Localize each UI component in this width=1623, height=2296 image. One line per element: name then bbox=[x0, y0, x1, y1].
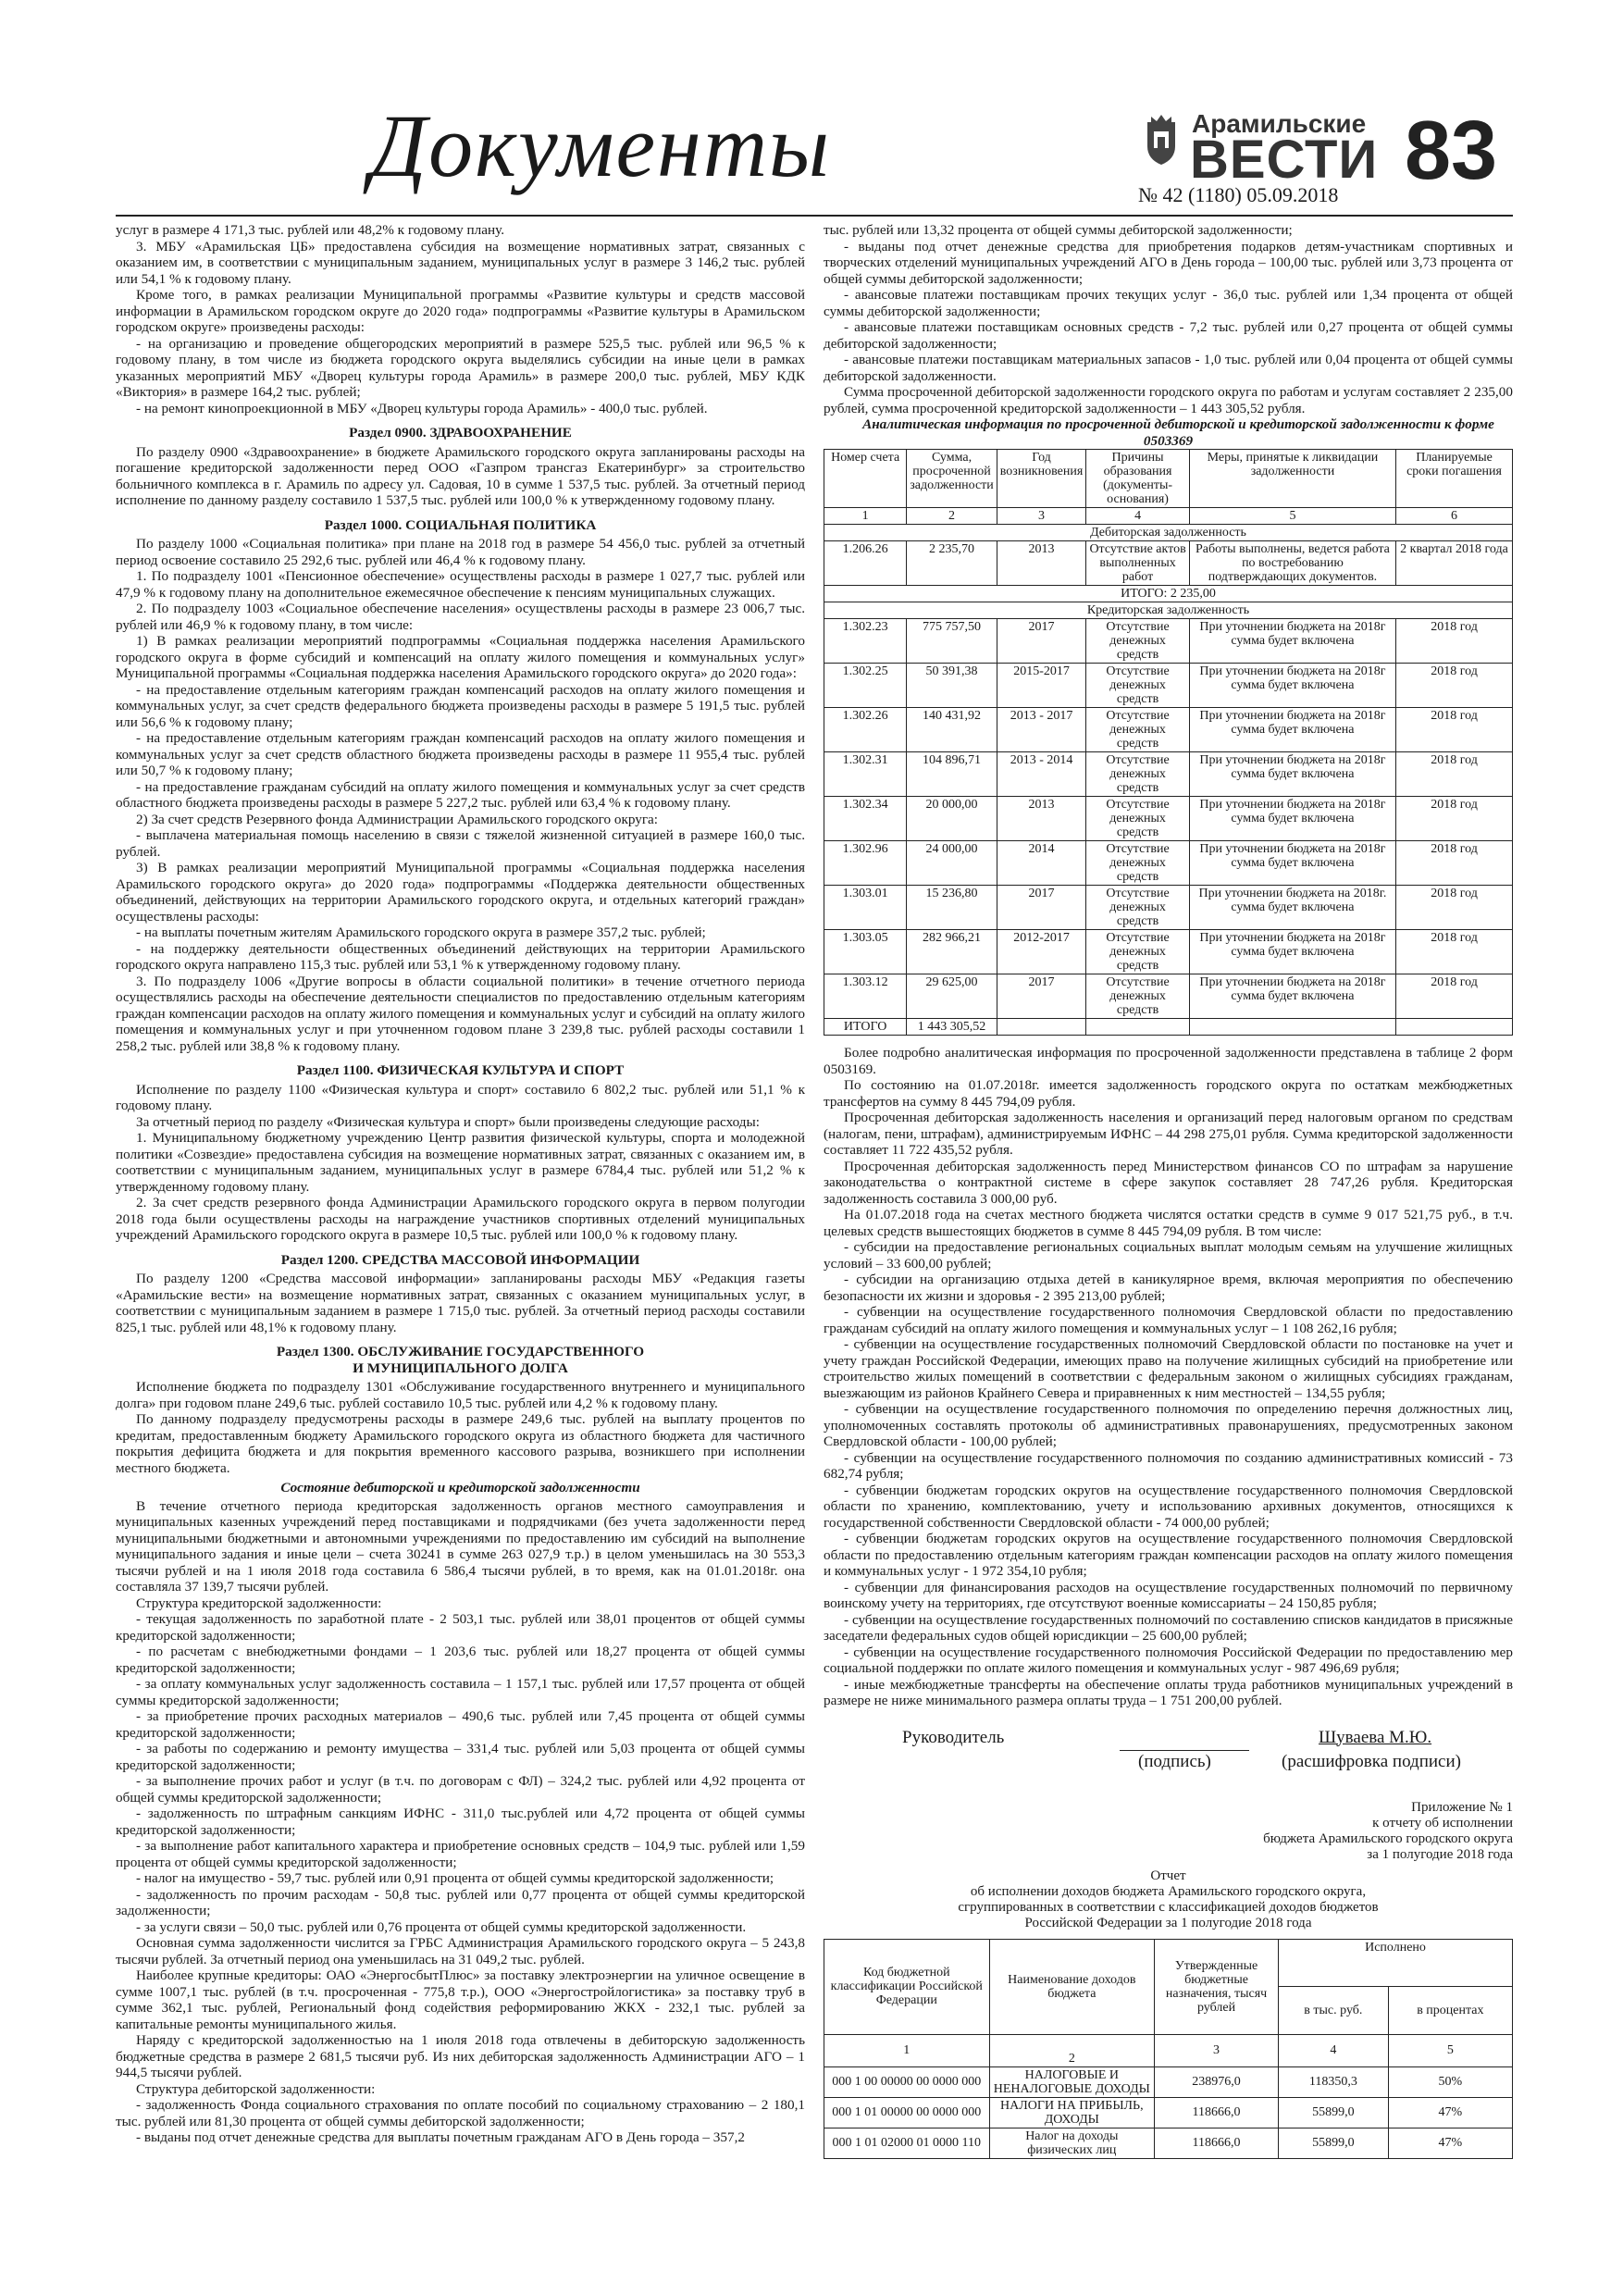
paragraph: - субвенции на осуществление государственных полномочий Свердловской области по постановке на учет и учету граждан Российской Федерации, имеющих право на получение жилищных субсидий на приобретение или строительство жилых помещений в соответствии с федеральным законом о жилищных субсидиях гражданам, выезжающим из районов Крайнего Севера и приравненных к ним местностей – 134,55 рубля; bbox=[824, 1336, 1513, 1401]
paragraph: - субсидии на организацию отдыха детей в каникулярное время, включая мероприятия по обеспечению безопасности их жизни и здоровья - 2 395 213,00 рублей; bbox=[824, 1272, 1513, 1304]
paragraph: - на выплаты почетным жителям Арамильского городского округа в размере 357,2 тыс. рублей; bbox=[136, 925, 706, 940]
table-cell: 6 bbox=[1396, 508, 1513, 525]
table-cell: Отсутствие денежных средств bbox=[1086, 664, 1190, 708]
report-title bbox=[824, 1868, 1513, 1931]
table-cell: 2015-2017 bbox=[997, 664, 1085, 708]
table-row bbox=[824, 619, 1513, 664]
table-row bbox=[824, 841, 1513, 886]
table-header-cell: Меры, принятые к ликвидации задолженности bbox=[1189, 450, 1395, 508]
paragraph: - выданы под отчет денежные средства для приобретения подарков детям-участникам спортивных и творческих отделений муниципальных учреждений АГО в День города – 100,00 тыс. рублей или 3,73 процента от общей суммы дебиторской задолженности; bbox=[824, 238, 1513, 287]
paragraph: - субсидии на предоставление региональных социальных выплат молодым семьям на улучшение жилищных условий – 33 600,00 рублей; bbox=[824, 1239, 1513, 1272]
table-header-cell: Планируемые сроки погашения bbox=[1396, 450, 1513, 508]
table-cell: При уточнении бюджета на 2018г сумма будет включена bbox=[1189, 752, 1395, 797]
report-title-line: Отчет bbox=[1150, 1868, 1186, 1883]
table-header-cell: Код бюджетной классификации Российской Федерации bbox=[824, 1939, 990, 2034]
table-row bbox=[824, 541, 1513, 586]
table-cell: 1 bbox=[824, 508, 907, 525]
paragraph: - за приобретение прочих расходных материалов – 490,6 тыс. рублей или 7,45 процента от общей суммы кредиторской задолженности; bbox=[116, 1708, 805, 1741]
table-cell: 1.302.26 bbox=[824, 708, 907, 752]
paragraph: Исполнение бюджета по подразделу 1301 «Обслуживание государственного внутреннего и муниципального долга» при годовом плане 249,6 тыс. рублей составило 10,5 тыс. рублей или 4,2 % к годовому плану. bbox=[116, 1379, 805, 1411]
table-cell: 118666,0 bbox=[1155, 2128, 1279, 2158]
paragraph: Сумма просроченной дебиторской задолженности городского округа по работам и услугам составляет 2 235,00 рублей, сумма просроченной кредиторской задолженности – 1 443 305,52 рубля. bbox=[824, 384, 1513, 416]
paragraph: По разделу 1000 «Социальная политика» при плане на 2018 год в размере 54 456,0 тыс. рублей за отчетный период освоение составило 25 292,6 тыс. рублей или 46,4 % к годовому плану. bbox=[116, 536, 805, 568]
paragraph: - субвенции на осуществление государственного полномочия Свердловской области по предоставлению гражданам субсидий на оплату жилого помещения и коммунальных услуг – 1 108 262,16 рубля; bbox=[824, 1304, 1513, 1336]
paragraph: - субвенции бюджетам городских округов на осуществление государственного полномочия Свердловской области по хранению, комплектованию, учету и использованию архивных документов, относящихся к государственной собственности Свердловской области - 74 000,00 рублей; bbox=[824, 1482, 1513, 1531]
paragraph: По данному подразделу предусмотрены расходы в размере 249,6 тыс. рублей на выплату процентов по кредитам, предоставленным бюджету Арамильского городского округа из областного бюджета для частичного покрытия дефицита бюджета и для покрытия временного кассового разрыва, возникшего при исполнении местного бюджета. bbox=[116, 1411, 805, 1476]
table-cell bbox=[1189, 1019, 1395, 1036]
paragraph: - иные межбюджетные трансферты на обеспечение оплаты труда работников муниципальных учреждений в размере не ниже минимального размера оплаты труда – 1 751 200,00 рублей. bbox=[824, 1676, 1513, 1708]
paragraph: Просроченная дебиторская задолженность перед Министерством финансов СО по штрафам за нарушение законодательства о контрактной системе в сфере закупок составляет 28 747,26 рубля. Кредиторская задолженность составила 3 000,00 руб. bbox=[824, 1158, 1513, 1207]
signature-block bbox=[824, 1724, 1513, 1781]
table-cell: 29 625,00 bbox=[907, 974, 997, 1019]
table-cell: 238976,0 bbox=[1155, 2066, 1279, 2097]
section-heading: Раздел 1000. СОЦИАЛЬНАЯ ПОЛИТИКА bbox=[324, 516, 597, 533]
appendix-line: бюджета Арамильского городского округа bbox=[1263, 1831, 1513, 1846]
right-column bbox=[824, 222, 1513, 2159]
table-cell: 118666,0 bbox=[1155, 2097, 1279, 2128]
table-cell: 2013 - 2014 bbox=[997, 752, 1085, 797]
table-cell: 000 1 01 02000 01 0000 110 bbox=[824, 2128, 990, 2158]
table-cell: Отсутствие денежных средств bbox=[1086, 930, 1190, 974]
table-cell: 3 bbox=[1155, 2034, 1279, 2066]
table-header-cell: Номер счета bbox=[824, 450, 907, 508]
table-cell: 4 bbox=[1086, 508, 1190, 525]
paragraph: По разделу 1200 «Средства массовой информации» запланированы расходы МБУ «Редакция газеты «Арамильские вести» на возмещение нормативных затрат, связанных с оказанием муниципальных услуг, в соответствии с муниципальным заданием в размере 1 715,0 тыс. рублей. За отчетный период расходы составили 825,1 тыс. рублей или 48,1% к годовому плану. bbox=[116, 1271, 805, 1335]
table-total-row bbox=[824, 1019, 1513, 1036]
paragraph: Структура дебиторской задолженности: bbox=[136, 2080, 376, 2097]
table-cell: 5 bbox=[1189, 508, 1395, 525]
table-cell: 55899,0 bbox=[1279, 2097, 1389, 2128]
paragraph: По состоянию на 01.07.2018г. имеется задолженность городского округа по остаткам межбюджетных трансфертов на сумму 8 445 794,09 рубля. bbox=[824, 1077, 1513, 1110]
table-cell: 2013 bbox=[997, 797, 1085, 841]
paragraph: - за выполнение работ капитального характера и приобретение основных средств – 104,9 тыс. рублей или 1,59 процента от общей суммы кредиторской задолженности; bbox=[116, 1838, 805, 1870]
paragraph: Более подробно аналитическая информация по просроченной задолженности представлена в таблице 2 форм 0503169. bbox=[824, 1045, 1513, 1077]
paragraph: - задолженность Фонда социального страхования по оплате пособий по социальному страхованию – 2 180,1 тыс. рублей или 81,30 процента от общей суммы дебиторской задолженности; bbox=[116, 2097, 805, 2129]
table-cell: Отсутствие денежных средств bbox=[1086, 974, 1190, 1019]
paragraph: - на ремонт кинопроекционной в МБУ «Дворец культуры города Арамиль» - 400,0 тыс. рублей. bbox=[136, 400, 708, 416]
table-cell: 5 bbox=[1388, 2034, 1512, 2066]
section-heading: Раздел 1300. ОБСЛУЖИВАНИЕ ГОСУДАРСТВЕННОГО bbox=[276, 1344, 645, 1359]
table-cell: 2014 bbox=[997, 841, 1085, 886]
table-header-cell: в процентах bbox=[1388, 1987, 1512, 2035]
paragraph: тыс. рублей или 13,32 процента от общей суммы дебиторской задолженности; bbox=[824, 222, 1293, 238]
paragraph: Исполнение по разделу 1100 «Физическая культура и спорт» составило 6 802,2 тыс. рублей или 51,1 % к годовому плану. bbox=[116, 1081, 805, 1113]
table-group-row bbox=[824, 602, 1513, 619]
table-cell: 2018 год bbox=[1396, 797, 1513, 841]
section-heading: Раздел 1200. СРЕДСТВА МАССОВОЙ ИНФОРМАЦИИ bbox=[280, 1251, 640, 1268]
table-cell: 15 236,80 bbox=[907, 886, 997, 930]
table-cell: При уточнении бюджета на 2018г сумма будет включена bbox=[1189, 797, 1395, 841]
table-header-row bbox=[824, 1939, 1513, 1987]
paragraph: - авансовые платежи поставщикам прочих текущих услуг - 36,0 тыс. рублей или 1,34 процента от общей суммы дебиторской задолженности; bbox=[824, 287, 1513, 319]
paragraph: - авансовые платежи поставщикам материальных запасов - 1,0 тыс. рублей или 0,04 процента от общей суммы дебиторской задолженности. bbox=[824, 352, 1513, 384]
table-cell: 2017 bbox=[997, 619, 1085, 664]
table-cell: Налог на доходы физических лиц bbox=[989, 2128, 1155, 2158]
table-cell: 1.302.25 bbox=[824, 664, 907, 708]
table-cell: 1.303.12 bbox=[824, 974, 907, 1019]
paragraph: - за выполнение прочих работ и услуг (в т.ч. по договорам с ФЛ) – 324,2 тыс. рублей или 4,92 процента от общей суммы кредиторской задолженности; bbox=[116, 1773, 805, 1806]
table-cell: 2017 bbox=[997, 886, 1085, 930]
overdue-debt-table bbox=[824, 449, 1513, 1036]
table-cell: 2018 год bbox=[1396, 752, 1513, 797]
paragraph: По разделу 0900 «Здравоохранение» в бюджете Арамильского городского округа запланированы расходы на погашение кредиторской задолженности перед ООО «Газпром трансгаз Екатеринбург» за строительство больничного комплекса в г. Арамиль по адресу ул. Садовая, 10 в сумме 1 537,5 тыс. рублей. За отчетный период исполнение по данному разделу составило 1 537,5 тыс. рублей или 100,0 % к утвержденному годовому плану. bbox=[116, 443, 805, 508]
table-cell: 24 000,00 bbox=[907, 841, 997, 886]
table-row bbox=[824, 974, 1513, 1019]
table-cell: 20 000,00 bbox=[907, 797, 997, 841]
paragraph: - задолженность по прочим расходам - 50,8 тыс. рублей или 0,77 процента от общей суммы кредиторской задолженности; bbox=[116, 1886, 805, 1918]
paragraph: 1. Муниципальному бюджетному учреждению Центр развития физической культуры, спорта и молодежной политики «Созвездие» предоставлена субсидия на возмещение нормативных затрат, связанных с оказанием им, в соответствии с муниципальным заданием, муниципальных услуг в размере 6784,4 тыс. рублей или 51,2 % к утвержденному годовому плану. bbox=[116, 1130, 805, 1195]
paragraph: - по расчетам с внебюджетными фондами – 1 203,6 тыс. рублей или 18,27 процента от общей суммы кредиторской задолженности; bbox=[116, 1644, 805, 1676]
table-cell: 000 1 01 00000 00 0000 000 bbox=[824, 2097, 990, 2128]
paragraph: Структура кредиторской задолженности: bbox=[136, 1595, 382, 1611]
table-cell: 2018 год bbox=[1396, 841, 1513, 886]
signature-caption: (подпись) bbox=[1138, 1751, 1211, 1771]
table-number-row bbox=[824, 508, 1513, 525]
report-title-line: Российской Федерации за 1 полугодие 2018 года bbox=[1024, 1915, 1312, 1930]
table-cell: Отсутствие денежных средств bbox=[1086, 841, 1190, 886]
paragraph: Основная сумма задолженности числится за ГРБС Администрация Арамильского городского округа – 5 243,8 тысячи рублей. За отчетный период она уменьшилась на 31 049,2 тыс. рублей. bbox=[116, 1935, 805, 1967]
table-total-label: ИТОГО: 2 235,00 bbox=[824, 586, 1513, 602]
appendix-line: к отчету об исполнении bbox=[1372, 1815, 1513, 1831]
left-column bbox=[116, 222, 805, 2146]
table-cell: 775 757,50 bbox=[907, 619, 997, 664]
coat-of-arms-icon bbox=[1138, 113, 1184, 167]
paragraph: - субвенции на осуществление государственных полномочий по составлению списков кандидатов в присяжные заседатели федеральных судов общей юрисдикции – 25 600,00 рублей; bbox=[824, 1611, 1513, 1644]
table-cell: 2 bbox=[989, 2034, 1155, 2066]
table-header-cell: Исполнено bbox=[1279, 1939, 1513, 1987]
table-row bbox=[824, 886, 1513, 930]
paragraph: 1. По подразделу 1001 «Пенсионное обеспечение» осуществлены расходы в размере 1 027,7 тыс. рублей или 47,9 % к годовому плану на дополнительное ежемесячное обеспечение к пенсиям муниципальных служащих. bbox=[116, 568, 805, 601]
table-cell: 2018 год bbox=[1396, 664, 1513, 708]
paragraph: 3) В рамках реализации мероприятий Муниципальной программы «Социальная поддержка населения Арамильского городского округа» до 2020 года» подпрограммы «Поддержка деятельности общественных объединений, действующих на территории Арамильского городского округа, и отдельных категорий граждан» осуществлены расходы: bbox=[116, 860, 805, 925]
report-title-line: об исполнении доходов бюджета Арамильского городского округа, bbox=[970, 1883, 1367, 1899]
signer-name: Шуваева М.Ю. bbox=[1319, 1727, 1432, 1747]
paragraph: - выданы под отчет денежные средства для выплаты почетным гражданам АГО в День города – 357,2 bbox=[136, 2129, 745, 2145]
paragraph: - на предоставление гражданам субсидий на оплату жилого помещения и коммунальных услуг за счет средств областного бюджета произведены расходы в размере 5 227,2 тыс. рублей или 63,4 % к годовому плану. bbox=[116, 778, 805, 811]
signer-caption: (расшифровка подписи) bbox=[1282, 1751, 1461, 1771]
paragraph: - на поддержку деятельности общественных объединений действующих на территории Арамильского городского округа направлено 115,3 тыс. рублей или 53,1 % к утвержденному годовому плану. bbox=[116, 940, 805, 973]
table-cell: 2 bbox=[907, 508, 997, 525]
table-cell: 000 1 00 00000 00 0000 000 bbox=[824, 2066, 990, 2097]
table-cell: 1.206.26 bbox=[824, 541, 907, 586]
table-cell: 1.303.01 bbox=[824, 886, 907, 930]
table-group-label: Дебиторская задолженность bbox=[824, 525, 1513, 541]
table-caption: Аналитическая информация по просроченной дебиторской и кредиторской задолженности к форме 0503369 bbox=[862, 416, 1494, 449]
logo-big-text: ВЕСТИ bbox=[1190, 130, 1379, 190]
table-cell: 3 bbox=[997, 508, 1085, 525]
table-cell bbox=[1396, 1019, 1513, 1036]
logo-small-text: Арамильские bbox=[1192, 109, 1367, 138]
income-report-table bbox=[824, 1939, 1513, 2159]
table-row bbox=[824, 664, 1513, 708]
paragraph: - субвенции на осуществление государственного полномочия по определению перечня должностных лиц, уполномоченных составлять протоколы об административных правонарушениях, предусмотренных законом Свердловской области - 100,00 рублей; bbox=[824, 1401, 1513, 1449]
table-row bbox=[824, 930, 1513, 974]
table-cell: 47% bbox=[1388, 2128, 1512, 2158]
table-cell: Отсутствие денежных средств bbox=[1086, 619, 1190, 664]
table-cell: 1.302.96 bbox=[824, 841, 907, 886]
paragraph: 1) В рамках реализации мероприятий подпрограммы «Социальная поддержка населения Арамильского городского округа в форме субсидий и компенсаций на оплату жилого помещения и коммунальных услуг» Муниципальной программы «Социальная поддержка населения Арамильского городского округа» до 2020 года»: bbox=[116, 633, 805, 681]
appendix-line: Приложение № 1 bbox=[1411, 1799, 1513, 1815]
issue-info: № 42 (1180) 05.09.2018 bbox=[1138, 183, 1339, 206]
table-header-cell: в тыс. руб. bbox=[1279, 1987, 1389, 2035]
table-cell: 282 966,21 bbox=[907, 930, 997, 974]
table-cell: 55899,0 bbox=[1279, 2128, 1389, 2158]
paragraph: - на предоставление отдельным категориям граждан компенсаций расходов на оплату жилого помещения и коммунальных услуг за счет средств областного бюджета произведены расходы в размере 11 955,4 тыс. рублей или 50,7 % к годовому плану; bbox=[116, 730, 805, 778]
section-heading: Раздел 1100. ФИЗИЧЕСКАЯ КУЛЬТУРА И СПОРТ bbox=[296, 1062, 625, 1078]
table-cell: 2017 bbox=[997, 974, 1085, 1019]
table-header-cell: Сумма, просроченной задолженности bbox=[907, 450, 997, 508]
page-number: 83 bbox=[1405, 105, 1498, 197]
table-cell: 50% bbox=[1388, 2066, 1512, 2097]
table-row bbox=[824, 2066, 1513, 2097]
section-heading: Раздел 0900. ЗДРАВООХРАНЕНИЕ bbox=[349, 425, 572, 441]
table-cell: 2013 - 2017 bbox=[997, 708, 1085, 752]
table-cell: Отсутствие актов выполненных работ bbox=[1086, 541, 1190, 586]
table-cell: При уточнении бюджета на 2018г сумма будет включена bbox=[1189, 708, 1395, 752]
paragraph: 2. За счет средств резервного фонда Администрации Арамильского городского округа в первом полугодии 2018 года были осуществлены расходы на награждение участников спортивных отделений муниципальных учреждений Арамильского городского округа в размере 10,5 тыс. рублей или 100,0 % к годовому плану. bbox=[116, 1195, 805, 1243]
section-title: Документы bbox=[370, 96, 832, 195]
paragraph: - субвенции на осуществление государственного полномочия по созданию административных комиссий - 73 682,74 рубля; bbox=[824, 1449, 1513, 1482]
table-row bbox=[824, 2128, 1513, 2158]
masthead-logo bbox=[1138, 109, 1379, 190]
table-cell: 2 235,70 bbox=[907, 541, 997, 586]
table-cell: При уточнении бюджета на 2018г сумма будет включена bbox=[1189, 974, 1395, 1019]
table-row bbox=[824, 752, 1513, 797]
table-cell: 2018 год bbox=[1396, 886, 1513, 930]
table-cell: 2013 bbox=[997, 541, 1085, 586]
paragraph: - задолженность по штрафным санкциям ИФНС - 311,0 тыс.рублей или 4,72 процента от общей суммы кредиторской задолженности; bbox=[116, 1806, 805, 1838]
table-cell: 1.302.31 bbox=[824, 752, 907, 797]
table-cell: Отсутствие денежных средств bbox=[1086, 752, 1190, 797]
paragraph: 3. МБУ «Арамильская ЦБ» предоставлена субсидия на возмещение нормативных затрат, связанных с оказанием им, в соответствии с муниципальным заданием, муниципальных услуг в размере 3 146,2 тыс. рублей или 54,1 % к годовому плану. bbox=[116, 238, 805, 287]
paragraph: 2) За счет средств Резервного фонда Администрации Арамильского городского округа: bbox=[136, 811, 659, 827]
table-cell: Отсутствие денежных средств bbox=[1086, 797, 1190, 841]
table-cell: 1.302.34 bbox=[824, 797, 907, 841]
table-cell bbox=[1086, 1019, 1190, 1036]
paragraph: В течение отчетного периода кредиторская задолженность органов местного самоуправления и муниципальных казенных учреждений перед поставщиками и подрядчиками (без учета задолженности перед муниципальными бюджетными и автономными учреждениями по предоставлению им субсидий на выполнение муниципального задания и иные цели – счета 30241 в сумме 263 027,9 т.р.) в целом уменьшилась на 30 553,3 тысячи рублей и на 1 июля 2018 года составила 6 586,4 тысячи рублей, в то время, как на 01.01.2018г. она составляла 37 139,7 тысячи рублей. bbox=[116, 1497, 805, 1595]
table-cell: При уточнении бюджета на 2018г сумма будет включена bbox=[1189, 930, 1395, 974]
table-group-row bbox=[824, 525, 1513, 541]
table-cell: Работы выполнены, ведется работа по востребованию подтверждающих документов. bbox=[1189, 541, 1395, 586]
table-cell: 1.302.23 bbox=[824, 619, 907, 664]
table-cell: 104 896,71 bbox=[907, 752, 997, 797]
report-title-line: сгруппированных в соответствии с классификацией доходов бюджетов bbox=[958, 1899, 1379, 1915]
paragraph: Просроченная дебиторская задолженность населения и организаций перед налоговым органом по средствам (налогам, пени, штрафам), администрируемым ИФНС – 44 298 275,01 рубля. Сумма кредиторской задолженности составляет 11 722 435,52 рубля. bbox=[824, 1110, 1513, 1158]
paragraph: - субвенции бюджетам городских округов на осуществление государственного полномочия Свердловской области по предоставлению отдельным категориям граждан компенсации расходов на оплату жилого помещения и коммунальных услуг - 1 972 354,10 рубля; bbox=[824, 1531, 1513, 1579]
table-cell: 4 bbox=[1279, 2034, 1389, 2066]
table-cell: 118350,3 bbox=[1279, 2066, 1389, 2097]
signature-role: Руководитель bbox=[902, 1727, 1005, 1747]
table-row bbox=[824, 708, 1513, 752]
table-cell: 2018 год bbox=[1396, 619, 1513, 664]
paragraph: За отчетный период по разделу «Физическая культура и спорт» были произведены следующие расходы: bbox=[136, 1113, 760, 1130]
table-cell: При уточнении бюджета на 2018г сумма будет включена bbox=[1189, 619, 1395, 664]
table-cell: 1 443 305,52 bbox=[907, 1019, 997, 1036]
appendix-note bbox=[824, 1800, 1513, 1863]
header-rule bbox=[116, 215, 1513, 217]
paragraph: - субвенции для финансирования расходов на осуществление государственных полномочий по первичному воинскому учету на территориях, где отсутствуют военные комиссариаты – 24 150,85 рубля; bbox=[824, 1579, 1513, 1611]
paragraph: - на предоставление отдельным категориям граждан компенсаций расходов на оплату жилого помещения и коммунальных услуг, за счет средств федерального бюджета произведены расходы в размере 5 191,5 тыс. рублей или 56,6 % к годовому плану; bbox=[116, 681, 805, 730]
table-header-cell: Причины образования (документы-основания) bbox=[1086, 450, 1190, 508]
table-cell: При уточнении бюджета на 2018г сумма будет включена bbox=[1189, 841, 1395, 886]
table-cell: 1 bbox=[824, 2034, 990, 2066]
paragraph: - авансовые платежи поставщикам основных средств - 7,2 тыс. рублей или 0,27 процента от общей суммы дебиторской задолженности; bbox=[824, 319, 1513, 352]
table-cell: 2 квартал 2018 года bbox=[1396, 541, 1513, 586]
table-cell: 2018 год bbox=[1396, 930, 1513, 974]
table-total-row bbox=[824, 586, 1513, 602]
table-header-cell: Наименование доходов бюджета bbox=[989, 1939, 1155, 2034]
table-cell bbox=[997, 1019, 1085, 1036]
table-row bbox=[824, 2097, 1513, 2128]
paragraph: 3. По подразделу 1006 «Другие вопросы в области социальной политики» в течение отчетного периода осуществлялись расходы на обеспечение деятельности специалистов по предоставлению отдельным категориям граждан компенсации расходов на оплату жилого помещения и коммунальных услуг и субсидий на оплату жилого помещения и коммунальных услуг и при уточненном годовом плане 3 239,8 тыс. рублей расходы составили 1 258,2 тыс. рублей или 38,8 % к годовому плану. bbox=[116, 973, 805, 1054]
table-cell: 1.303.05 bbox=[824, 930, 907, 974]
table-cell: При уточнении бюджета на 2018г сумма будет включена bbox=[1189, 664, 1395, 708]
paragraph: Наиболее крупные кредиторы: ОАО «ЭнергосбытПлюс» за поставку электроэнергии на уличное освещение в сумме 1007,1 тыс. рублей (в т.ч. просроченная - 775,8 т.р.), ООО «Энергостройлогистика» за поставку труб в сумме 362,1 тыс. рублей, Региональный фонд содействия реформированию ЖКХ - 232,1 тыс. рублей за капитальные ремонты муниципального жилья. bbox=[116, 1967, 805, 2032]
paragraph: - текущая задолженность по заработной плате - 2 503,1 тыс. рублей или 38,01 процентов от общей суммы кредиторской задолженности; bbox=[116, 1611, 805, 1644]
table-cell: 2012-2017 bbox=[997, 930, 1085, 974]
table-cell: ИТОГО bbox=[824, 1019, 907, 1036]
paragraph: На 01.07.2018 года на счетах местного бюджета числятся остатки средств в сумме 9 017 521,75 руб., в т.ч. целевых средств вышестоящих бюджетов в сумме 8 445 794,09 рубля. В том числе: bbox=[824, 1207, 1513, 1239]
table-header-cell: Утвержденные бюджетные назначения, тысяч рублей bbox=[1155, 1939, 1279, 2034]
table-cell: 2018 год bbox=[1396, 974, 1513, 1019]
table-number-row bbox=[824, 2034, 1513, 2066]
paragraph: Кроме того, в рамках реализации Муниципальной программы «Развитие культуры и средств массовой информации в Арамильском городском округе до 2020 года» подпрограммы «Развитие культуры в Арамильском городском округе» произведены расходы: bbox=[116, 287, 805, 335]
paragraph: - на организацию и проведение общегородских мероприятий в размере 525,5 тыс. рублей или 96,5 % к годовому плану, в том числе из бюджета городского округа выделялись субсидии на иные цели в рамках указанных мероприятий МБУ «Дворец культуры города Арамиль» в размере 200,0 тыс. рублей, МБУ КДК «Виктория» в размере 164,2 тыс. рублей; bbox=[116, 335, 805, 400]
section-heading: И МУНИЦИПАЛЬНОГО ДОЛГА bbox=[353, 1359, 568, 1376]
table-header-cell: Год возникновения bbox=[997, 450, 1085, 508]
table-cell: Отсутствие денежных средств bbox=[1086, 708, 1190, 752]
table-cell: 2018 год bbox=[1396, 708, 1513, 752]
paragraph: - субвенции на осуществление государственного полномочия Российской Федерации по предоставлению мер социальной поддержки по оплате жилого помещения и коммунальных услуг - 987 496,69 рубля; bbox=[824, 1644, 1513, 1676]
paragraph: - за услуги связи – 50,0 тыс. рублей или 0,76 процента от общей суммы кредиторской задолженности. bbox=[136, 1918, 747, 1935]
table-row bbox=[824, 797, 1513, 841]
table-cell: 50 391,38 bbox=[907, 664, 997, 708]
table-cell: Отсутствие денежных средств bbox=[1086, 886, 1190, 930]
paragraph: - налог на имущество - 59,7 тыс. рублей или 0,91 процента от общей суммы кредиторской задолженности; bbox=[136, 1870, 774, 1886]
paragraph: - за оплату коммунальных услуг задолженность составила – 1 157,1 тыс. рублей или 17,57 процента от общей суммы кредиторской задолженности; bbox=[116, 1676, 805, 1708]
table-cell: При уточнении бюджета на 2018г. сумма будет включена bbox=[1189, 886, 1395, 930]
appendix-line: за 1 полугодие 2018 года bbox=[1367, 1846, 1513, 1862]
table-cell: 47% bbox=[1388, 2097, 1512, 2128]
table-cell: 140 431,92 bbox=[907, 708, 997, 752]
paragraph: Наряду с кредиторской задолженностью на 1 июля 2018 года отвлечены в дебиторскую задолженность бюджетные средства в размере 2 681,5 тысячи руб. Из них дебиторская задолженность Администрации АГО – 1 944,5 тысячи рублей. bbox=[116, 2032, 805, 2080]
paragraph: - выплачена материальная помощь населению в связи с тяжелой жизненной ситуацией в размере 160,0 тыс. рублей. bbox=[116, 827, 805, 860]
paragraph: услуг в размере 4 171,3 тыс. рублей или 48,2% к годовому плану. bbox=[116, 222, 504, 238]
table-header-row bbox=[824, 450, 1513, 508]
table-group-label: Кредиторская задолженность bbox=[824, 602, 1513, 619]
table-cell: НАЛОГИ НА ПРИБЫЛЬ, ДОХОДЫ bbox=[989, 2097, 1155, 2128]
paragraph: 2. По подразделу 1003 «Социальное обеспечение населения» осуществлены расходы в размере 23 006,7 тыс. рублей или 46,9 % к годовому плану, в том числе: bbox=[116, 601, 805, 633]
paragraph: - за работы по содержанию и ремонту имущества – 331,4 тыс. рублей или 5,03 процента от общей суммы кредиторской задолженности; bbox=[116, 1741, 805, 1773]
table-cell: НАЛОГОВЫЕ И НЕНАЛОГОВЫЕ ДОХОДЫ bbox=[989, 2066, 1155, 2097]
subsection-heading: Состояние дебиторской и кредиторской задолженности bbox=[280, 1480, 640, 1496]
